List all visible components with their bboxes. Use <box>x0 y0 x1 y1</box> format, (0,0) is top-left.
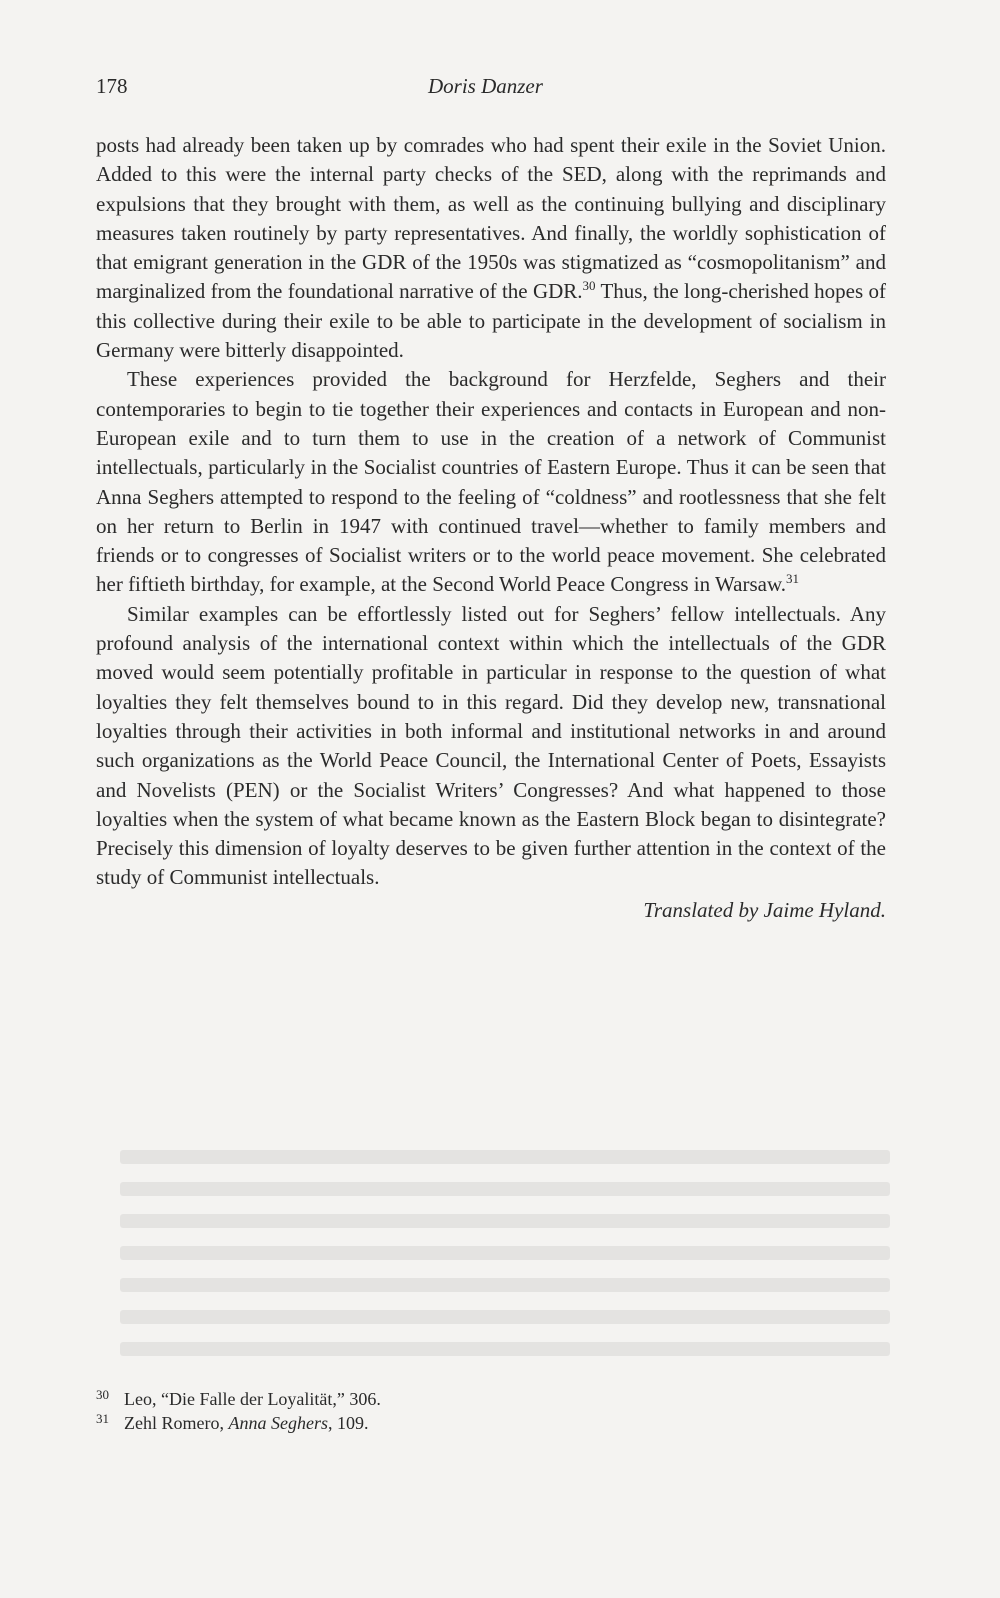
page-number: 178 <box>96 74 128 98</box>
footnote-ref-30: 30 <box>582 278 596 294</box>
footnote-text <box>124 1411 368 1435</box>
footnote-30 <box>96 1387 886 1411</box>
footnote-number: 31 <box>96 1411 109 1426</box>
footnote-text: Leo, “Die Falle der Loyalität,” 306. <box>124 1389 381 1409</box>
paragraph-2 <box>96 365 886 599</box>
body-text <box>96 131 886 925</box>
footnote-number: 30 <box>96 1387 109 1402</box>
paragraph-1-text-b: Thus, the long-cherished hopes of this collective during their exile to be able to participate in the development of socialism in Germany were bitterly disappointed. <box>96 279 886 363</box>
paragraph-2-text: These experiences provided the background for Herzfelde, Seghers and their contemporaries to begin to tie together their experiences and contacts in European and non-European exile and to turn them to use in the creation of a network of Communist intellectuals, particularly in the Socialist countries of Eastern Europe. Thus it can be seen that Anna Seghers attempted to respond to the feeling of “coldness” and rootlessness that she felt on her return to Berlin in 1947 with continued travel—whether to family members and friends or to congresses of Socialist writers or to the world peace movement. She celebrated her fiftieth birthday, for example, at the Second World Peace Congress in Warsaw. <box>96 367 886 597</box>
translator-credit: Translated by Jaime Hyland. <box>643 897 886 922</box>
paragraph-3: Similar examples can be effortlessly listed out for Seghers’ fellow intellectuals. Any profound analysis of the international context within which the intellectuals of the GDR moved would seem potentially profitable in particular in response to the question of what loyalties they felt themselves bound to in this regard. Did they develop new, transnational loyalties through their activities in both informal and institutional networks in and around such organizations as the World Peace Council, the International Center of Poets, Essayists and Novelists (PEN) or the Socialist Writers’ Congresses? And what happened to those loyalties when the system of what became known as the Eastern Block began to disintegrate? Precisely this dimension of loyalty deserves to be given further attention in the context of the study of Communist intellectuals. <box>96 601 886 890</box>
footnotes <box>96 1387 886 1435</box>
footnote-title: Anna Seghers <box>228 1413 328 1433</box>
paragraph-1-text-a: posts had already been taken up by comrades who had spent their exile in the Soviet Union. Added to this were the internal party checks of the SED, along with the reprimands and expulsions that they brought with them, as well as the continuing bullying and disciplinary measures taken routinely by party representatives. And finally, the worldly sophistication of that emigrant generation in the GDR of the 1950s was stigmatized as “cosmopolitanism” and marginalized from the foundational narrative of the GDR. <box>96 133 886 304</box>
footnote-text-b: , 109. <box>327 1413 369 1433</box>
page-header <box>96 74 880 104</box>
footnote-text-a: Zehl Romero, <box>124 1413 229 1433</box>
footnote-ref-31: 31 <box>786 571 799 587</box>
running-head-author: Doris Danzer <box>428 74 543 98</box>
footnote-31 <box>96 1411 886 1435</box>
paragraph-1 <box>96 131 886 365</box>
